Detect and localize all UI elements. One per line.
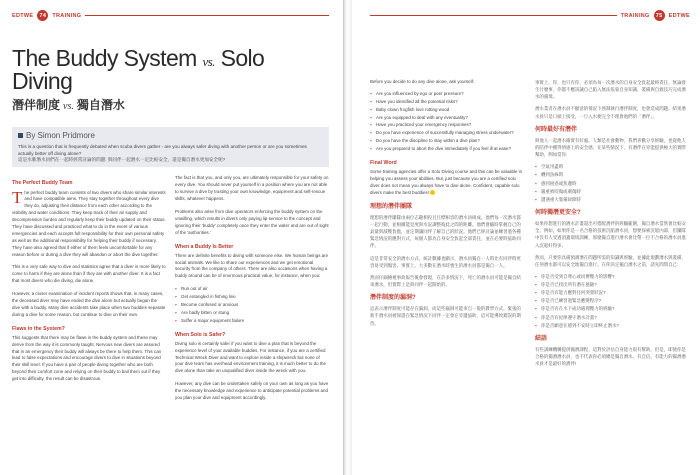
section-heading-chinese: 理想的潛伴團隊 [370,203,413,210]
list-item: ▪ Have you practiced your emergency responses? [370,122,525,129]
article-title-chinese: 潛伴制度 vs. 獨自潛水 [12,98,125,112]
right-page-header [370,10,690,21]
paragraph: This is a very safe way to dive and statistics agree that a diver is more likely to come to harm if they are alone than if they are with another diver. It is a fact that most divers who die diving, die alone. [12,264,166,284]
intro-text-chinese: 這是水肺潛水員們在一起時經常討論的問題: 與同伴一起潛水一定比較安全，還是獨自潛水更加安全呢? [18,157,226,163]
paragraph: However, any dive can be undertaken safely on your own as long as you have the necessary knowledge and experience to anticipate potential problems and you plan your dive and equipment accordingly. [175,381,329,400]
right-column-1 [370,79,525,373]
list-item: ▪ 感到困惑或焦慮時 [535,180,690,187]
section-heading: Final Word [370,160,397,167]
list-item: ▪ Get entangled in fishing line [175,294,329,301]
article-title: The Buddy System vs. Solo Diving [12,45,265,94]
bullet-list [175,286,329,324]
list-item: ▪ 空氣用盡時 [535,163,690,170]
list-item: ▪ Are you influenced by ego or peer pressure? [370,91,525,98]
section-heading-chinese: 結語 [535,335,548,342]
smiley-icon [430,190,435,195]
section-heading: Flaws in the System? [12,325,65,332]
list-item: ▪ Baby clown frogfish love rotting wood [370,107,525,114]
list-item: ▪ Are badly bitten or stung [175,310,329,317]
paragraph-chinese: 理想的潛伴團隊由兩位志趣相投且目標相容的潛水員組成。他們每一次潛水都一起行動，並根據能見度與水況調整彼此之間的距離。他們會隨時掌握自己的氣量與減壓負擔，並定期讓同伴了解自己的狀況。他們已經討論並練習過各種緊急情況的應對方式，每個人都為自身安全負起全部責任，並在必要時協助同伴。 [370,214,521,249]
list-item: ▪ 你是否受到自尊心或同儕壓力的影響? [535,273,690,280]
paragraph: This suggests that there may be flaws in the buddy system and these may derive from the way it is commonly taught. Nervous new divers are assured that in an emergency their buddy will always be there to help them. This can lead to false expectations and encourage divers to dive in situations beyond their skill level. If you have a pair of people diving together who are both beyond their comfort zone and relying on their buddy to bail them out if they get into difficulty, the result can be disastrous. [12,334,162,382]
section-heading-chinese: 何時獨潛更安全? [535,209,581,216]
paragraph: he perfect buddy team consists of two divers who share similar interests and have compatible aims. They stay together throughout every dive they do, adjusting their distance from each other according to the visibility and water conditions. They keep track of their air supply and decompression burden and regularly keep their buddy updated on their status. They have discussed and practiced what to do in the event of various emergencies and each accepts full responsibility for their own personal safety as well as the additional responsibility for helping their buddy if necessary. They have also agreed that if either of them feels uncomfortable for any reason before or during a dive they will abandon or abort the dive together. [12,189,166,257]
paragraph-chinese: 潛水業者在潛水員不願意的情況下強制執行潛伴制度，也會造成問題。結果潛水員只是口頭上接受，一旦入水便完全不理會他們的「潛伴」。 [535,106,686,119]
drop-cap: T [12,187,23,207]
page-number: 75 [654,10,665,21]
list-item: ▪ 遭遇重大裝備故障時 [535,196,690,203]
paragraph: Diving solo is certainly safer if you want to dive a plan that is beyond the experience level of your available buddies. For instance, if you are a certified Technical Wreck Diver and want to explore inside a shipwreck but none of your dive team has overhead environment training, it is much better to do the dive alone than take an unqualified diver inside the wreck with you. [175,340,326,374]
paragraph-chinese: 與他人一起潛水確實有好處。人類是社會動物，我們喜歡分享經驗，也從他人的陪伴中獲得情感上的安全感。在某些情況下，有潛伴在旁能提供極大的實際幫助，例如當你: [535,137,686,158]
left-page-header [12,10,329,21]
bullet-list-chinese [535,163,690,203]
header-rule [370,15,617,16]
list-item: ▪ Are you prepared to abort the dive immediately if you feel ill at ease? [370,146,525,153]
paragraph: There are definite benefits to diving with someone else. We human beings are social animals. We like to share our experiences and we get emotional security from the company of others. There are also occasions when having a buddy around can be of enormous practical value, for instance, when you: [175,252,329,279]
paragraph-chinese: 這是非常安全的潛水方式，統計數據也顯示，潛水員獨自一人時比有同伴時更容易受到傷害。事實上，大多數在潛水時喪生的潛水員都是獨自一人。 [370,255,521,268]
paragraph-chinese: 有些訓練機構提供獨潛課程，這對於評估自身能力很有幫助。但是，即使你是合格的獨潛潛水員，也不代表你必須總是獨自潛水。有自信、有能力的獨潛潛水員才是最好的潛伴! [535,347,686,367]
list-item: ▪ 你是否有紀律遵守潛水計畫? [535,314,690,321]
paragraph-chinese: 這表示潛伴制度可能存在漏洞，而這些漏洞可能來自一般的教學方式。緊張的新手潛水員被保證在緊急情況下同伴一定會在旁邊協助，這可能導致錯誤的期待。 [370,306,521,326]
right-column-2 [535,79,690,373]
author: By Simon Pridmore [18,130,323,141]
question-list [370,91,525,153]
byline-box [12,127,329,167]
list-item: ▪ Have you identified all the potential risks? [370,99,525,106]
paragraph: Problems also arise from dive operators enforcing the buddy system on the unwilling, which results in divers only paying lip-service to the concept and ignoring their 'buddy' completely once they enter the water and are out of sight of the 'authorities.' [175,209,329,235]
list-item: ▪ 你是否有在水下成功處理壓力的經驗? [535,305,690,312]
paragraph-chinese: 事實上，你，也只有你，必須為每一次潛水的自身安全負起最終責任。無論發生什麼事，你都不應該讓自己陷入無法依靠自身知識、裝備與自救技巧完成潛水的處境。 [535,80,686,100]
right-page [352,0,700,475]
left-page [0,0,344,475]
section-heading-chinese: 何時最好有潛伴 [535,126,578,133]
bullet-square-icon [18,133,23,138]
section-heading: When a Buddy Is Better [175,243,234,250]
list-item: ▪ Become confused or anxious [175,302,329,309]
section-label: TRAINING [620,12,650,19]
left-column-2 [175,175,329,407]
paragraph-chinese: 然而仔細檢視事故報告後會發現，在許多情況下，死亡的潛水員可能是獨自結束潛水，但實際上是與同伴一起開始的。 [370,274,521,287]
paragraph-chinese: 如果你想進行的潛水計畫超出可搭配潛伴的經驗範圍，獨自潛水當然會比較安全。例如，如果你是一名合格的技術沉船潛水員，想要探索沉船內部，但團隊中沒有人受過頂蓋環境訓練，那麼獨自進行潛水會比帶一位不合格的潛水員進入沉船好得多。 [535,221,686,248]
book-gutter [344,0,352,475]
list-item: ▪ 你是否已練習過緊急應變程序? [535,297,690,304]
paragraph: Some training agencies offer a Solo Diving course and this can be valuable in helping you assess your abilities. But, just because you are a certified solo diver does not mean you always have to dive alone. Confident, capable solo divers make the best buddies! [370,169,523,195]
paragraph: Before you decide to do any dive alone, ask yourself: [370,79,475,84]
paragraph: However, a closer examination of incident reports shows that, in many cases, the deceased diver may have ended the dive alone but actually began the dive with a buddy. Many dive accidents take place when two buddies separate during a dive for some reason, but continue to dive on their own. [12,291,166,317]
brand-label: EDTWE [668,12,690,19]
list-item: ▪ Suffer a major equipment failure [175,318,329,325]
section-label: TRAINING [52,12,82,19]
question-list-chinese [535,273,690,329]
paragraph-chinese: 然而，只要你具備預測潛在問題所需的知識與經驗，並據此規劃潛水與裝備，任何潛水都可以安全地獨自進行。在你決定獨自潛水之前，請先問問自己: [535,254,686,267]
list-item: ▪ 嚴重被咬傷或刺傷時 [535,188,690,195]
page-number: 74 [37,10,48,21]
brand-label: EDTWE [12,12,34,19]
list-item: ▪ Run out of air [175,286,329,293]
list-item: ▪ 你是否已找出所有潛在風險? [535,281,690,288]
section-heading-chinese: 潛伴制度的漏洞? [370,295,416,302]
list-item: ▪ 纏到魚線時 [535,171,690,178]
list-item: ▪ Are you equipped to deal with any eventuality? [370,115,525,122]
paragraph: The fact is that you, and only you, are ultimately responsible for your safety on every dive. You should never put yourself in a position where you are not able to survive a dive by trusting your own knowledge, equipment and self-rescue skills, whatever happens. [175,175,329,202]
left-column-1 [12,175,166,407]
header-rule [85,15,329,16]
section-heading: When Solo is Safer? [175,331,226,338]
list-item: ▪ 你是否願意在感到不安時立即終止潛水? [535,322,690,329]
list-item: ▪ Do you have the discipline to stay within a dive plan? [370,138,525,145]
list-item: ▪ 你是否有能力應對任何突發狀況? [535,289,690,296]
intro-text: This is a question that is frequently debated when scuba divers gather - are you always safer diving with another person or are you sometimes actually better off diving alone? [18,144,307,156]
list-item: ▪ Do you have experience of successfully managing stress underwater? [370,130,525,137]
section-heading: The Perfect Buddy Team [12,180,73,187]
